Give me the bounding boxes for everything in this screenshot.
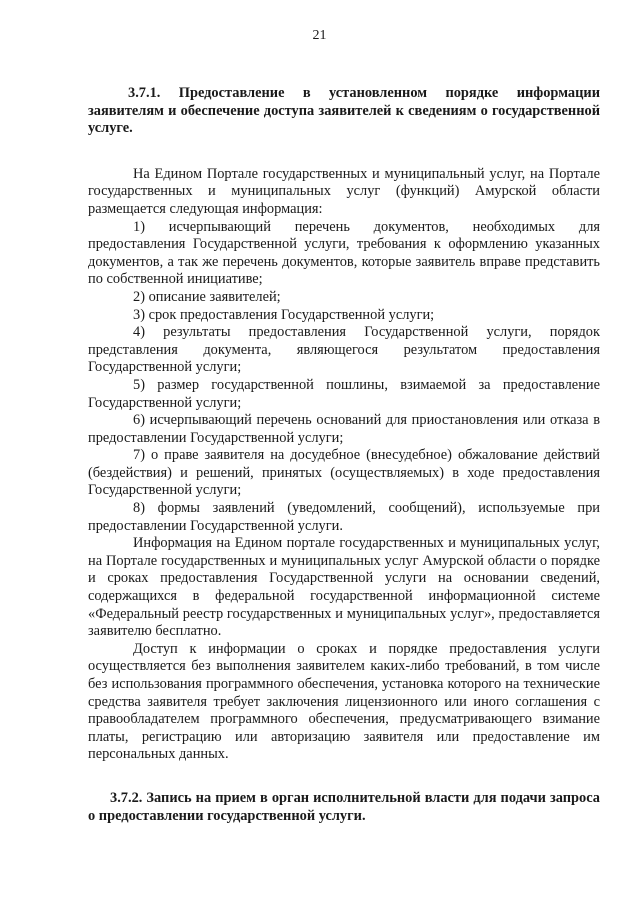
- section-heading-3-7-2: 3.7.2. Запись на прием в орган исполнительной власти для подачи запроса о предоставлении государственной услуги.: [88, 789, 600, 824]
- list-item: 3) срок предоставления Государственной услуги;: [133, 306, 435, 323]
- list-item: 7) о праве заявителя на досудебное (внесудебное) обжалование действий (бездействия) и решений, принятых (осуществляемых) в ходе предоставления Государственной услуги;: [88, 447, 600, 499]
- access-paragraph: Доступ к информации о сроках и порядке предоставления услуги осуществляется без выполнения заявителем каких-либо требований, в том числе без использования программного обеспечения, установка которого на технические средства заявителя требует заключения лицензионного или иного соглашения с правообладателем программного обеспечения, предусматривающего взимание платы, регистрацию или авторизацию заявителя или предоставление им персональных данных.: [88, 640, 600, 763]
- section-heading-3-7-1: 3.7.1. Предоставление в установленном порядке информации заявителям и обеспечение доступа заявителей к сведениям о государственной услуге.: [88, 85, 600, 137]
- document-body: [88, 85, 600, 825]
- list-item: 2) описание заявителей;: [133, 288, 281, 305]
- page-number: 21: [312, 28, 327, 43]
- list-item: 8) формы заявлений (уведомлений, сообщений), используемые при предоставлении Государственной услуги.: [88, 500, 600, 534]
- info-paragraph: Информация на Едином портале государственных и муниципальных услуг, на Портале государственных и муниципальных услуг Амурской области о порядке и сроках предоставления Государственной услуги на основании сведений, содержащихся в федеральной государственной информационной системе «Федеральный реестр государственных и муниципальных услуг», предоставляется заявителю бесплатно.: [88, 535, 600, 640]
- list-item: 1) исчерпывающий перечень документов, необходимых для предоставления Государственной услуги, требования к оформлению указанных документов, а так же перечень документов, которые заявитель вправе представить по собственной инициативе;: [88, 218, 600, 288]
- list-item: 6) исчерпывающий перечень оснований для приостановления или отказа в предоставлении Государственной услуги;: [88, 412, 600, 446]
- list-item: 5) размер государственной пошлины, взимаемой за предоставление Государственной услуги;: [88, 376, 600, 411]
- intro-paragraph: На Едином Портале государственных и муниципальный услуг, на Портале государственных и муниципальных услуг (функций) Амурской области размещается следующая информация:: [88, 165, 600, 217]
- list-item: 4) результаты предоставления Государственной услуги, порядок представления документа, являющегося результатом предоставления Государственной услуги;: [88, 324, 600, 376]
